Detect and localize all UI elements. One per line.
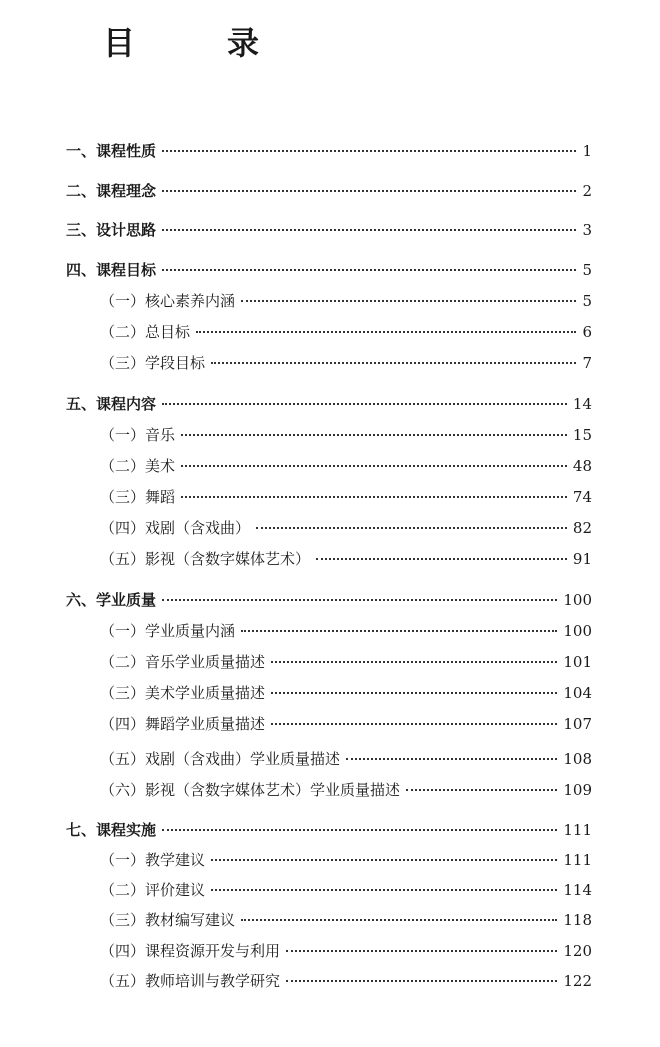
toc-page-number: 5 bbox=[582, 261, 592, 279]
toc-page-number: 104 bbox=[563, 684, 592, 702]
toc-subentry[interactable] bbox=[100, 748, 592, 770]
toc-entry-label: 二、课程理念 bbox=[66, 182, 157, 200]
toc-page-number: 74 bbox=[572, 488, 592, 506]
toc-subentry-label: （一）核心素养内涵 bbox=[100, 292, 236, 310]
toc-subentry-label: （四）课程资源开发与利用 bbox=[100, 942, 281, 960]
toc-entry[interactable] bbox=[66, 259, 592, 281]
dot-leader bbox=[316, 558, 567, 560]
toc-page-number: 100 bbox=[563, 591, 592, 609]
toc-subentry-label: （二）总目标 bbox=[100, 323, 191, 341]
toc-page-number: 114 bbox=[563, 881, 592, 899]
dot-leader bbox=[211, 859, 557, 861]
toc-page-number: 107 bbox=[563, 715, 592, 733]
dot-leader bbox=[271, 692, 557, 694]
toc-subentry-label: （三）学段目标 bbox=[100, 354, 206, 372]
toc-subentry[interactable] bbox=[100, 909, 592, 931]
toc-entry[interactable] bbox=[66, 219, 592, 241]
dot-leader bbox=[211, 889, 557, 891]
toc-subentry[interactable] bbox=[100, 940, 592, 962]
toc-subentry[interactable] bbox=[100, 682, 592, 704]
toc-subentry-label: （五）戏剧（含戏曲）学业质量描述 bbox=[100, 750, 341, 768]
dot-leader bbox=[162, 190, 576, 192]
toc-page-number: 15 bbox=[572, 426, 592, 444]
dot-leader bbox=[241, 630, 557, 632]
toc-subentry[interactable] bbox=[100, 779, 592, 801]
toc-subentry-label: （五）影视（含数字媒体艺术） bbox=[100, 550, 311, 568]
dot-leader bbox=[162, 269, 576, 271]
toc-subentry-label: （一）教学建议 bbox=[100, 851, 206, 869]
toc-subentry-label: （二）美术 bbox=[100, 457, 176, 475]
toc-entry-label: 五、课程内容 bbox=[66, 395, 157, 413]
toc-subentry[interactable] bbox=[100, 651, 592, 673]
dot-leader bbox=[162, 829, 557, 831]
dot-leader bbox=[162, 229, 576, 231]
toc-subentry[interactable] bbox=[100, 352, 592, 374]
toc-page-number: 1 bbox=[582, 142, 592, 160]
dot-leader bbox=[286, 950, 557, 952]
toc-subentry-label: （一）音乐 bbox=[100, 426, 176, 444]
dot-leader bbox=[271, 661, 557, 663]
toc-subentry-label: （三）美术学业质量描述 bbox=[100, 684, 266, 702]
toc-subentry[interactable] bbox=[100, 424, 592, 446]
toc-entry[interactable] bbox=[66, 589, 592, 611]
toc-subentry-label: （五）教师培训与教学研究 bbox=[100, 972, 281, 990]
toc-page-number: 2 bbox=[582, 182, 592, 200]
toc-subentry-label: （四）舞蹈学业质量描述 bbox=[100, 715, 266, 733]
dot-leader bbox=[181, 465, 567, 467]
toc-page-number: 14 bbox=[572, 395, 592, 413]
toc-entry[interactable] bbox=[66, 140, 592, 162]
toc-subentry[interactable] bbox=[100, 321, 592, 343]
dot-leader bbox=[181, 434, 567, 436]
toc-entry-label: 六、学业质量 bbox=[66, 591, 157, 609]
toc-subentry-label: （四）戏剧（含戏曲） bbox=[100, 519, 251, 537]
dot-leader bbox=[346, 758, 557, 760]
toc-subentry[interactable] bbox=[100, 879, 592, 901]
toc-page-number: 111 bbox=[563, 821, 592, 839]
dot-leader bbox=[271, 723, 557, 725]
toc-page-number: 7 bbox=[582, 354, 592, 372]
toc-page-number: 3 bbox=[582, 221, 592, 239]
toc-page-number: 108 bbox=[563, 750, 592, 768]
toc-page-number: 111 bbox=[563, 851, 592, 869]
dot-leader bbox=[241, 300, 576, 302]
toc-page-number: 91 bbox=[572, 550, 592, 568]
toc-subentry[interactable] bbox=[100, 455, 592, 477]
dot-leader bbox=[406, 789, 557, 791]
toc-entry-label: 七、课程实施 bbox=[66, 821, 157, 839]
dot-leader bbox=[256, 527, 567, 529]
toc-page-number: 118 bbox=[563, 911, 592, 929]
toc-subentry-label: （二）评价建议 bbox=[100, 881, 206, 899]
dot-leader bbox=[211, 362, 576, 364]
dot-leader bbox=[181, 496, 567, 498]
toc-page-number: 100 bbox=[563, 622, 592, 640]
toc-subentry-label: （三）舞蹈 bbox=[100, 488, 176, 506]
toc-page-number: 109 bbox=[563, 781, 592, 799]
toc-entry[interactable] bbox=[66, 819, 592, 841]
dot-leader bbox=[196, 331, 576, 333]
toc-entry-label: 四、课程目标 bbox=[66, 261, 157, 279]
toc-entry-label: 三、设计思路 bbox=[66, 221, 157, 239]
page-title: 目 录 bbox=[103, 24, 290, 62]
toc-entry[interactable] bbox=[66, 393, 592, 415]
dot-leader bbox=[162, 150, 576, 152]
toc-page-number: 101 bbox=[563, 653, 592, 671]
toc-subentry-label: （二）音乐学业质量描述 bbox=[100, 653, 266, 671]
toc-page-number: 6 bbox=[582, 323, 592, 341]
toc-entry[interactable] bbox=[66, 180, 592, 202]
dot-leader bbox=[162, 403, 567, 405]
toc-subentry[interactable] bbox=[100, 849, 592, 871]
toc-page-number: 82 bbox=[572, 519, 592, 537]
dot-leader bbox=[286, 980, 557, 982]
toc-subentry-label: （三）教材编写建议 bbox=[100, 911, 236, 929]
toc-subentry[interactable] bbox=[100, 620, 592, 642]
toc-subentry[interactable] bbox=[100, 517, 592, 539]
toc-page-number: 5 bbox=[582, 292, 592, 310]
toc-subentry[interactable] bbox=[100, 486, 592, 508]
toc-subentry-label: （一）学业质量内涵 bbox=[100, 622, 236, 640]
toc-entry-label: 一、课程性质 bbox=[66, 142, 157, 160]
dot-leader bbox=[162, 599, 557, 601]
toc-subentry[interactable] bbox=[100, 290, 592, 312]
toc-page-number: 120 bbox=[563, 942, 592, 960]
toc-page-number: 122 bbox=[563, 972, 592, 990]
toc-subentry[interactable] bbox=[100, 713, 592, 735]
dot-leader bbox=[241, 919, 557, 921]
toc-subentry-label: （六）影视（含数字媒体艺术）学业质量描述 bbox=[100, 781, 401, 799]
toc-subentry[interactable] bbox=[100, 970, 592, 992]
toc-subentry[interactable] bbox=[100, 548, 592, 570]
toc-page-number: 48 bbox=[572, 457, 592, 475]
